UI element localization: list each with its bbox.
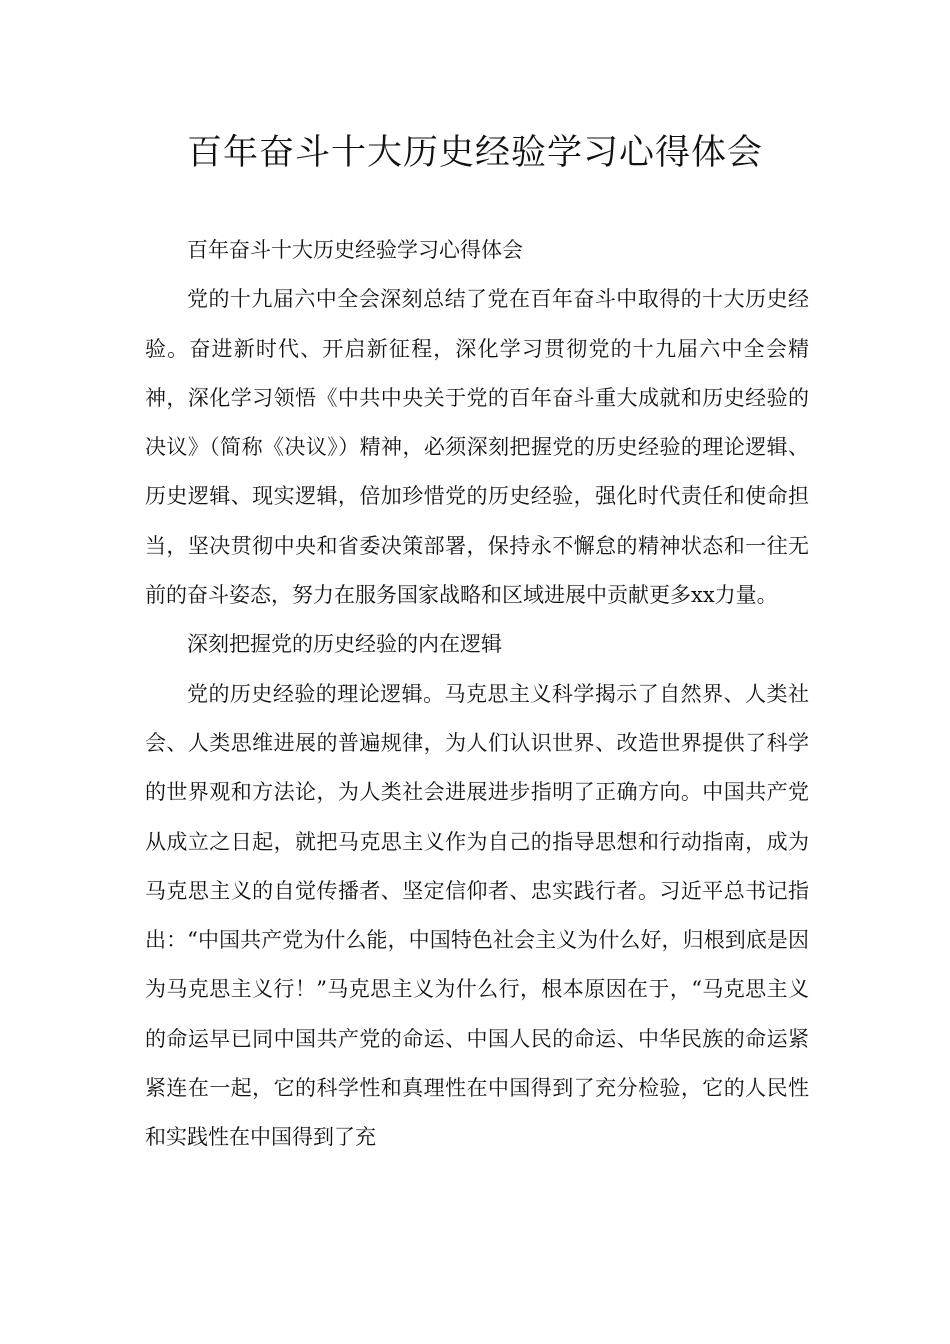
paragraph-subtitle: 百年奋斗十大历史经验学习心得体会 <box>187 238 523 262</box>
section-heading: 深刻把握党的历史经验的内在逻辑 <box>187 632 502 657</box>
document-body <box>145 226 809 1163</box>
paragraph-intro: 党的十九届六中全会深刻总结了党在百年奋斗中取得的十大历史经验。奋进新时代、开启新征程，深化学习贯彻党的十九届六中全会精神，深化学习领悟《中共中央关于党的百年奋斗重大成就和历史经验的决议》（简称《决议》）精神，必须深刻把握党的历史经验的理论逻辑、历史逻辑、现实逻辑，倍加珍惜党的历史经验，强化时代责任和使命担当，坚决贯彻中央和省委决策部署，保持永不懈怠的精神状态和一往无前的奋斗姿态，努力在服务国家战略和区域进展中贡献更多xx力量。 <box>145 287 809 608</box>
paragraph-theory-logic: 党的历史经验的理论逻辑。马克思主义科学揭示了自然界、人类社会、人类思维进展的普遍规律，为人们认识世界、改造世界提供了科学的世界观和方法论，为人类社会进展进步指明了正确方向。中国共产党从成立之日起，就把马克思主义作为自己的指导思想和行动指南，成为马克思主义的自觉传播者、坚定信仰者、忠实践行者。习近平总书记指出：“中国共产党为什么能，中国特色社会主义为什么好，归根到底是因为马克思主义行！”马克思主义为什么行，根本原因在于，“马克思主义的命运早已同中国共产党的命运、中国人民的命运、中华民族的命运紧紧连在一起，它的科学性和真理性在中国得到了充分检验，它的人民性和实践性在中国得到了充 <box>145 681 809 1150</box>
document-title: 百年奋斗十大历史经验学习心得体会 <box>186 133 763 173</box>
